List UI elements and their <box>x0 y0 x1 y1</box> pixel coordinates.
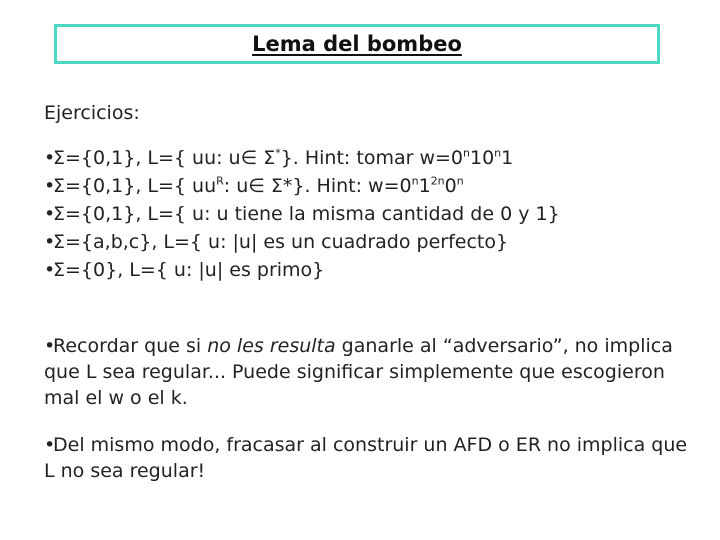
bullet-marker: • <box>44 231 56 253</box>
exercise-item-3 <box>44 200 560 228</box>
superscript: * <box>275 146 281 160</box>
exercise-text: Σ={0,1}, L={ u: u tiene la misma cantidad de 0 y 1} <box>53 203 560 225</box>
exercise-item-4 <box>44 228 560 256</box>
bullet-marker: • <box>44 203 56 225</box>
exercises-heading: Ejercicios: <box>44 102 140 124</box>
exercise-text: 1 <box>501 147 514 169</box>
note-emphasis: no les resulta <box>207 335 336 357</box>
note-text: ganarle al “adversario”, no implica que L sea regular... Puede significar simplemente que escogieron mal el w o el k. <box>44 335 673 409</box>
superscript: n <box>494 146 502 160</box>
superscript: R <box>216 174 224 188</box>
superscript: 2n <box>430 174 445 188</box>
note-paragraph-2 <box>44 432 694 484</box>
exercise-item-5 <box>44 256 560 284</box>
exercise-text: Σ={0,1}, L={ uu: u∈ Σ <box>53 147 276 169</box>
note-text: Del mismo modo, fracasar al construir un AFD o ER no implica que L no sea regular! <box>44 434 688 482</box>
slide-title: Lema del bombeo <box>252 32 462 56</box>
exercise-text: Σ={0}, L={ u: |u| es primo} <box>53 259 325 281</box>
note-paragraph-1 <box>44 333 694 411</box>
exercise-item-2 <box>44 172 560 200</box>
exercise-text: 1 <box>418 175 431 197</box>
superscript: n <box>463 146 470 160</box>
exercise-text: Σ={0,1}, L={ uu <box>53 175 217 197</box>
title-box <box>54 24 660 64</box>
exercise-text: }. Hint: tomar w=0 <box>280 147 463 169</box>
note-text: Recordar que si <box>53 335 208 357</box>
exercise-text: Σ={a,b,c}, L={ u: |u| es un cuadrado perfecto} <box>53 231 509 253</box>
exercise-item-1 <box>44 144 560 172</box>
bullet-marker: • <box>44 335 56 357</box>
bullet-marker: • <box>44 259 56 281</box>
exercise-text: 10 <box>469 147 495 169</box>
exercise-list <box>44 144 560 284</box>
exercise-text: 0 <box>444 175 457 197</box>
bullet-marker: • <box>44 175 56 197</box>
bullet-marker: • <box>44 147 56 169</box>
exercise-text: : u∈ Σ*}. Hint: w=0 <box>223 175 412 197</box>
superscript: n <box>411 174 419 188</box>
bullet-marker: • <box>44 434 56 456</box>
superscript: n <box>456 174 464 188</box>
